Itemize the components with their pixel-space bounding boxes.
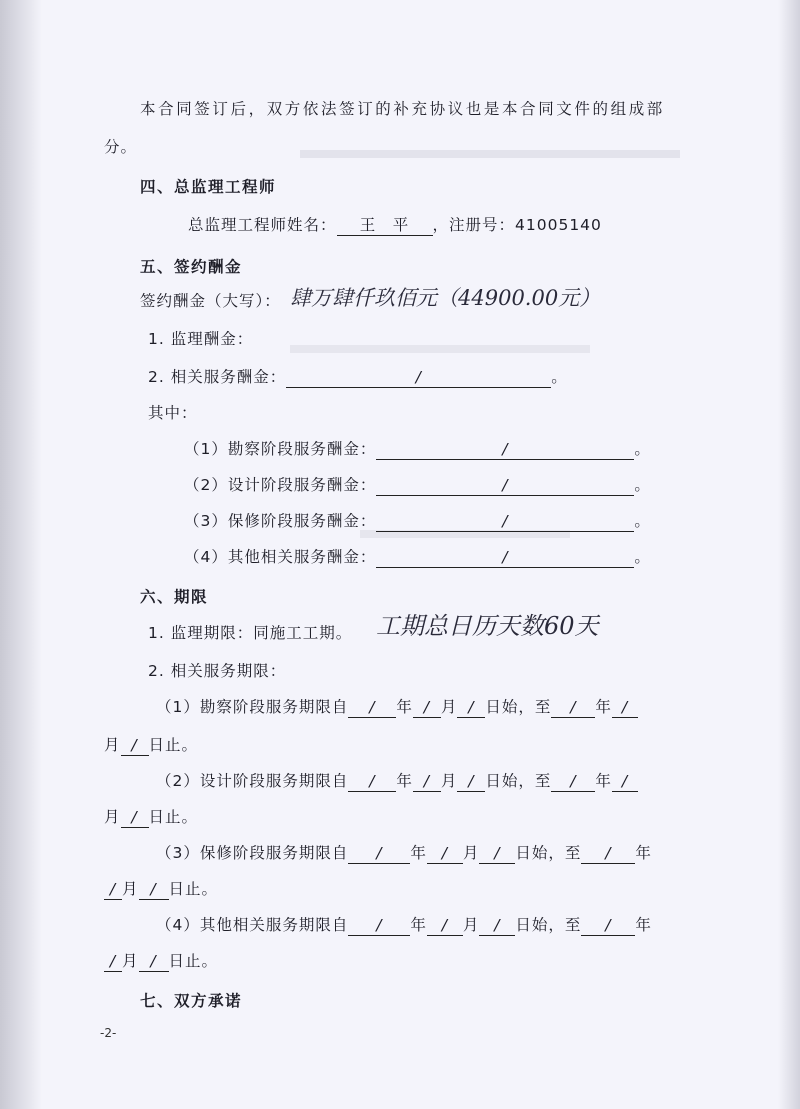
period-row-continued: / 月 / 日止。 [104, 878, 218, 900]
page-number: -2- [100, 1026, 117, 1040]
date-blank: / [479, 915, 515, 936]
contract-amount-label: 签约酬金（大写）： [140, 292, 281, 310]
date-blank: / [348, 843, 410, 864]
date-blank: / [457, 697, 485, 718]
director-name-row [188, 214, 602, 236]
bleed-through-mark [290, 345, 590, 353]
sub-fee-row: （1）勘察阶段服务酬金： / 。 [184, 440, 651, 458]
sub-fee-blank: / [376, 547, 634, 568]
fee-item-supervision: 1. 监理酬金： [148, 330, 254, 348]
date-blank: / [612, 771, 638, 792]
date-blank: / [427, 915, 463, 936]
date-blank: / [348, 771, 396, 792]
sub-fee-blank: / [376, 511, 634, 532]
period-row: （4）其他相关服务期限自 / 年 / 月 / 日始，至 / 年 [156, 916, 652, 934]
date-blank: / [581, 915, 635, 936]
date-blank: / [139, 879, 169, 900]
sub-fee-blank: / [376, 439, 634, 460]
period-row-continued: 月 / 日止。 [104, 808, 199, 826]
sub-fee-label: （1）勘察阶段服务酬金： [184, 440, 377, 458]
period-label: （1）勘察阶段服务期限自 [156, 698, 349, 716]
period-label: （2）设计阶段服务期限自 [156, 772, 349, 790]
section-heading: 七、双方承诺 [140, 992, 243, 1010]
binding-gutter [0, 0, 42, 1109]
handwritten-period: 工期总日历天数60天 [376, 612, 599, 640]
period-row: （1）勘察阶段服务期限自 / 年 / 月 / 日始，至 / 年 / [156, 696, 638, 718]
period-row: （3）保修阶段服务期限自 / 年 / 月 / 日始，至 / 年 [156, 844, 652, 862]
date-blank: / [104, 879, 122, 900]
date-blank: / [581, 843, 635, 864]
paragraph-line: 本合同签订后，双方依法签订的补充协议也是本合同文件的组成部 [140, 100, 665, 118]
section-heading: 四、总监理工程师 [140, 178, 277, 196]
fee-item-related: 2. 相关服务酬金： / 。 [148, 368, 568, 386]
date-blank: / [457, 771, 485, 792]
page-edge-shadow [778, 0, 800, 1109]
handwritten-amount: 肆万肆仟玖佰元（44900.00元） [290, 286, 601, 310]
period-row-continued: 月 / 日止。 [104, 736, 199, 754]
date-blank: / [413, 771, 441, 792]
registration-number: ，注册号：41005140 [432, 216, 602, 234]
sub-fee-row: （3）保修阶段服务酬金： / 。 [184, 512, 651, 530]
date-blank: / [479, 843, 515, 864]
date-blank: / [551, 697, 595, 718]
date-blank: / [551, 771, 595, 792]
sub-fee-label: （4）其他相关服务酬金： [184, 548, 377, 566]
period-label: （4）其他相关服务期限自 [156, 916, 349, 934]
bleed-through-mark [300, 150, 680, 158]
sub-fee-row: （4）其他相关服务酬金： / 。 [184, 548, 651, 566]
date-blank: / [139, 951, 169, 972]
supervision-period: 1. 监理期限：同施工工期。 [148, 624, 353, 642]
date-blank: / [612, 697, 638, 718]
period-label: （3）保修阶段服务期限自 [156, 844, 349, 862]
related-service-period: 2. 相关服务期限： [148, 662, 287, 680]
sub-fee-label: （2）设计阶段服务酬金： [184, 476, 377, 494]
director-name-label: 总监理工程师姓名： [188, 216, 337, 234]
date-blank: / [121, 735, 149, 756]
sub-fee-row: （2）设计阶段服务酬金： / 。 [184, 476, 651, 494]
director-name-field: 王 平 [337, 215, 433, 236]
date-blank: / [104, 951, 122, 972]
date-blank: / [413, 697, 441, 718]
fee-item-related-label: 2. 相关服务酬金： [148, 368, 287, 386]
period-row-continued: / 月 / 日止。 [104, 950, 218, 972]
date-blank: / [427, 843, 463, 864]
sub-fee-blank: / [376, 475, 634, 496]
date-blank: / [348, 915, 410, 936]
date-blank: / [348, 697, 396, 718]
section-heading: 五、签约酬金 [140, 258, 243, 276]
among-label: 其中： [148, 404, 198, 422]
fee-blank: / [286, 367, 551, 388]
period-row: （2）设计阶段服务期限自 / 年 / 月 / 日始，至 / 年 / [156, 770, 638, 792]
sub-fee-label: （3）保修阶段服务酬金： [184, 512, 377, 530]
section-heading: 六、期限 [140, 588, 209, 606]
paragraph-line: 分。 [104, 138, 138, 156]
date-blank: / [121, 807, 149, 828]
